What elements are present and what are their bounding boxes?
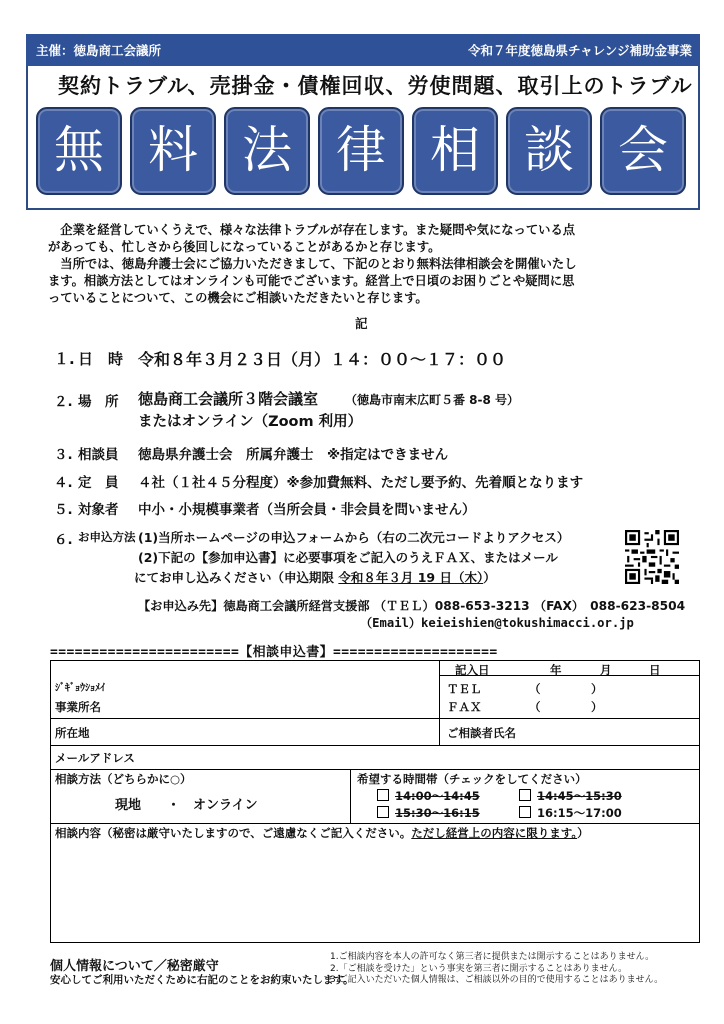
company-label: 事業所名: [55, 700, 101, 714]
title-char-2: 料: [130, 107, 216, 195]
title-char-4: 律: [318, 107, 404, 195]
title-char-3: 法: [224, 107, 310, 195]
item-target-value: 中小・小規模事業者（当所会員・非会員を問いません）: [138, 502, 476, 518]
contact-tel: （ＴＥＬ）088-653-3213: [373, 599, 530, 613]
time-slot-3-text: 15:30～16:15: [395, 806, 480, 820]
host-label: 主催：徳島商工会議所: [36, 43, 162, 58]
item-place-address: （徳島市南末広町５番 8-8 号）: [345, 393, 520, 407]
item-place-label: 場 所: [78, 394, 119, 410]
address-label: 所在地: [55, 726, 90, 740]
title-char-1: 無: [36, 107, 122, 195]
application-form: [50, 660, 700, 943]
item-target-num: ５.: [54, 502, 73, 518]
tel-paren-close: ）: [591, 682, 603, 696]
time-slot-2[interactable]: [519, 788, 622, 804]
apply-line-3-prefix: にてお申し込みください（申込期限: [134, 570, 335, 585]
intro-line-2: があっても、忙しさから後回しになっていることがあるかと存じます。: [48, 240, 441, 254]
qr-code-icon[interactable]: [625, 530, 679, 584]
method-options[interactable]: 現地 ・ オンライン: [115, 798, 258, 813]
year-label: 年: [550, 663, 562, 677]
item-advisor-num: ３.: [54, 447, 73, 463]
time-slot-4[interactable]: [519, 805, 622, 821]
time-slot-1[interactable]: [377, 788, 480, 804]
item-capacity-num: ４.: [54, 475, 73, 491]
time-label: 希望する時間帯（チェックをしてください）: [357, 772, 587, 786]
ki-heading: 記: [355, 316, 368, 331]
content-textarea[interactable]: [51, 841, 700, 941]
checkbox[interactable]: [519, 806, 531, 818]
privacy-item-1: 1.ご相談内容を本人の許可なく第三者に提供または開示することはありません。: [330, 952, 655, 962]
content-label-line: [55, 825, 589, 841]
form-rule: [439, 661, 440, 745]
fax-paren-close: ）: [591, 700, 603, 714]
day-label: 日: [649, 663, 661, 677]
contact-label: 【お申込み先】: [138, 599, 224, 613]
intro-line-3: 当所では、徳島弁護士会にご協力いただきまして、下記のとおり無料法律相談会を開催いたし: [48, 257, 577, 271]
contact-org: 徳島商工会議所経営支援部: [223, 599, 370, 613]
program-label: 令和７年度徳島県チャレンジ補助金事業: [467, 43, 692, 58]
item-date-value: 令和８年３月２３日（月）１４：００～１７：００: [138, 350, 507, 369]
time-slot-4-text: 16:15～17:00: [537, 806, 622, 820]
checkbox[interactable]: [377, 789, 389, 801]
intro-line-4: ます。相談方法としてはオンラインも可能でございます。経営上で日頃のお困りごとや疑問に思: [48, 274, 575, 288]
subtitle: 契約トラブル、売掛金・債権回収、労使問題、取引上のトラブル: [58, 74, 693, 98]
item-place-num: ２.: [54, 394, 73, 410]
fax-paren-open: （: [529, 700, 541, 714]
contact-email[interactable]: （Email）keieishien@tokushimacci.or.jp: [360, 616, 634, 630]
item-date-num: １.: [54, 350, 75, 368]
apply-deadline: 令和８年３月 19 日（木）: [338, 570, 484, 585]
item-target-label: 対象者: [78, 502, 119, 518]
content-note: ただし経営上の内容に限ります。: [411, 826, 578, 840]
privacy-item-3: 3.ご記入いただいた個人情報は、ご相談以外の目的で使用することはありません。: [330, 975, 664, 985]
person-label: ご相談者氏名: [447, 726, 516, 740]
item-apply-label: お申込方法: [78, 530, 136, 544]
intro-line-1: 企業を経営していくうえで、様々な法律トラブルが存在します。また疑問や気になっている点: [48, 223, 576, 237]
tel-label: ＴＥＬ: [447, 682, 482, 696]
form-rule: [51, 745, 700, 746]
date-label: 記入日: [455, 663, 490, 677]
kana-label: ｼﾞｷﾞｮｳｼｮﾒｲ: [55, 683, 105, 694]
month-label: 月: [600, 663, 612, 677]
title-char-7: 会: [600, 107, 686, 195]
form-divider: =======================【相談申込書】====================: [50, 645, 498, 660]
item-place-value: 徳島商工会議所３階会議室: [138, 390, 319, 408]
form-rule: [51, 769, 700, 770]
fax-label: ＦＡＸ: [447, 700, 482, 714]
item-capacity-value: ４社（１社４５分程度）※参加費無料、ただし要予約、先着順となります: [138, 475, 584, 491]
contact-fax: （FAX） 088-623-8504: [533, 599, 686, 613]
intro-line-5: っていることについて、この機会にご相談いただきたいと存じます。: [48, 291, 428, 305]
form-rule: [51, 823, 700, 824]
method-label: 相談方法（どちらかに○）: [55, 772, 192, 786]
privacy-note: 安心してご利用いただくために右記のことをお約束いたします。: [50, 974, 354, 986]
form-rule: [350, 769, 351, 823]
checkbox[interactable]: [519, 789, 531, 801]
apply-line-1: (1)当所ホームページの申込フォームから（右の二次元コードよりアクセス）: [138, 530, 570, 545]
form-rule: [51, 718, 700, 719]
item-capacity-label: 定 員: [78, 475, 119, 491]
item-advisor-value: 徳島県弁護士会 所属弁護士 ※指定はできません: [138, 447, 449, 463]
title-char-5: 相: [412, 107, 498, 195]
time-slot-2-text: 14:45～15:30: [537, 789, 622, 803]
privacy-list: [330, 952, 663, 987]
item-advisor-label: 相談員: [78, 447, 119, 463]
privacy-item-2: 2.「ご相談を受けた」という事実を第三者に開示することはありません。: [330, 963, 628, 974]
item-place-online: またはオンライン（Zoom 利用）: [138, 414, 363, 430]
time-slot-3[interactable]: [377, 805, 480, 821]
apply-line-3: [134, 568, 496, 586]
title-char-6: 談: [506, 107, 592, 195]
contact-line: [138, 597, 685, 614]
email-label: メールアドレス: [55, 751, 135, 765]
item-apply-num: ６.: [54, 532, 73, 548]
apply-line-2: (2)下記の【参加申込書】に必要事項をご記入のうえＦＡＸ、またはメール: [138, 550, 558, 565]
content-label: 相談内容（秘密は厳守いたしますので、ご遠慮なくご記入ください。: [55, 826, 412, 840]
privacy-title: 個人情報について／秘密厳守: [50, 959, 219, 974]
tel-paren-open: （: [529, 682, 541, 696]
content-end: ）: [577, 826, 589, 840]
checkbox[interactable]: [377, 806, 389, 818]
time-slot-1-text: 14:00～14:45: [395, 789, 480, 803]
item-date-label: 日 時: [78, 350, 124, 368]
apply-line-3-suffix: ）: [483, 570, 496, 585]
